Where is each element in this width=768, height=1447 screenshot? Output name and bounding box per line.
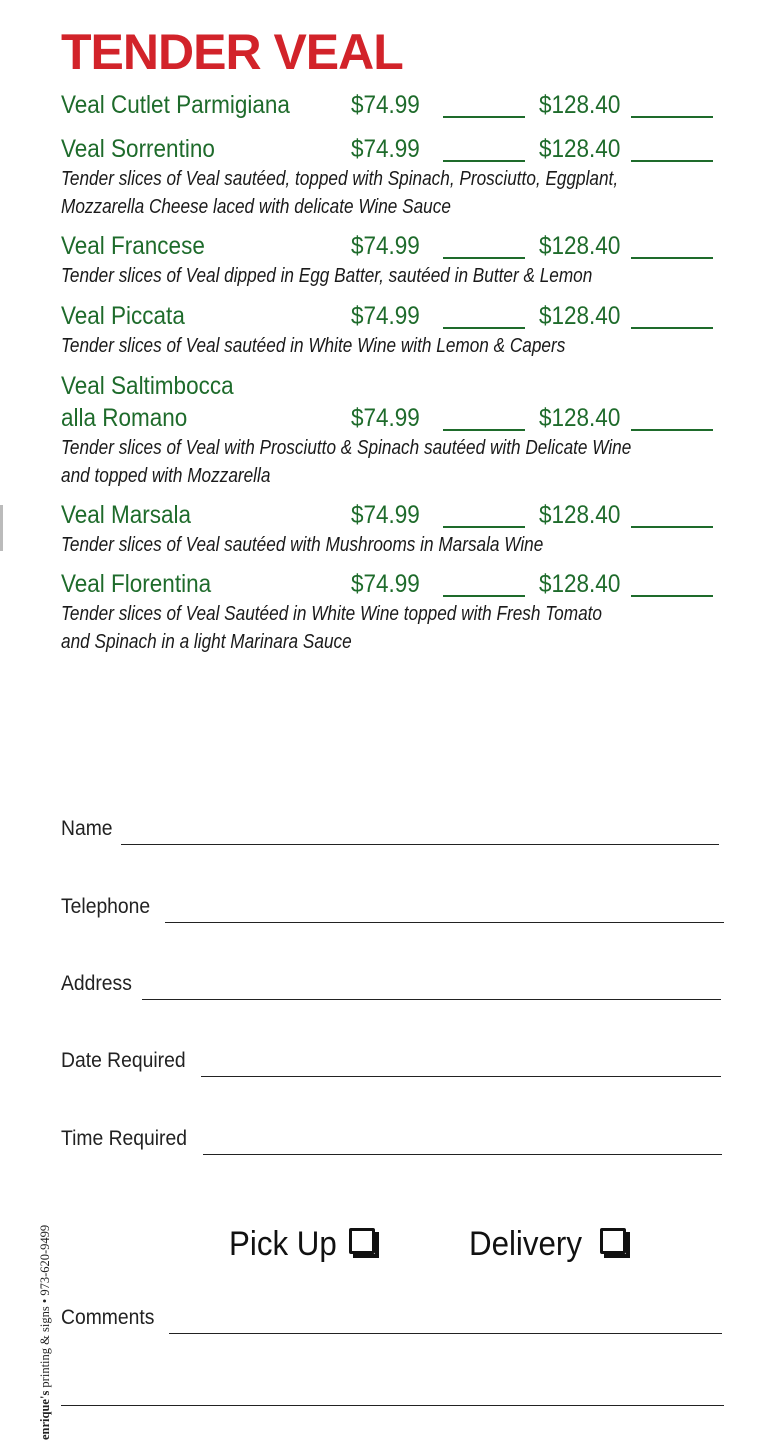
item-row <box>61 568 721 600</box>
item-name: Veal Piccata <box>61 302 185 330</box>
comments-extra-line[interactable] <box>61 1405 724 1406</box>
qty-half-tray-blank[interactable] <box>443 595 525 597</box>
item-row <box>61 230 721 262</box>
time-required-line[interactable] <box>203 1154 722 1155</box>
price-full-tray: $128.40 <box>539 302 621 330</box>
telephone-field[interactable] <box>61 893 724 923</box>
price-full-tray: $128.40 <box>539 404 621 432</box>
qty-half-tray-blank[interactable] <box>443 526 525 528</box>
qty-half-tray-blank[interactable] <box>443 429 525 431</box>
item-description-line: Tender slices of Veal with Prosciutto & Spinach sautéed with Delicate Wine <box>61 437 632 459</box>
vendor-details: printing & signs • 973-620-9499 <box>38 1224 52 1391</box>
price-full-tray: $128.40 <box>539 135 621 163</box>
menu-item <box>61 133 721 221</box>
item-row <box>61 402 721 434</box>
price-full-tray: $128.40 <box>539 501 621 529</box>
price-full-tray: $128.40 <box>539 570 621 598</box>
time-required-field[interactable] <box>61 1125 722 1155</box>
telephone-line[interactable] <box>165 922 724 923</box>
pickup-label: Pick Up <box>229 1225 337 1263</box>
qty-full-tray-blank[interactable] <box>631 160 713 162</box>
qty-full-tray-blank[interactable] <box>631 327 713 329</box>
comments-line[interactable] <box>169 1333 722 1334</box>
qty-full-tray-blank[interactable] <box>631 116 713 118</box>
comments-extra-line-field[interactable] <box>61 1376 724 1406</box>
menu-item <box>61 499 721 559</box>
price-half-tray: $74.99 <box>351 232 420 260</box>
vendor-brand: enrique's <box>38 1390 52 1440</box>
menu-item <box>61 300 721 360</box>
qty-half-tray-blank[interactable] <box>443 327 525 329</box>
comments-label: Comments <box>61 1306 155 1329</box>
date-required-line[interactable] <box>201 1076 721 1077</box>
qty-half-tray-blank[interactable] <box>443 257 525 259</box>
name-label: Name <box>61 817 113 840</box>
menu-item <box>61 89 721 121</box>
item-name: Veal Sorrentino <box>61 135 215 163</box>
edge-mark <box>0 505 3 551</box>
time-required-label: Time Required <box>61 1127 187 1150</box>
item-name: Veal Cutlet Parmigiana <box>61 91 290 119</box>
delivery-label: Delivery <box>469 1225 582 1263</box>
delivery-option[interactable] <box>469 1222 639 1266</box>
price-half-tray: $74.99 <box>351 135 420 163</box>
item-description-line: and Spinach in a light Marinara Sauce <box>61 631 352 653</box>
address-line[interactable] <box>142 999 721 1000</box>
item-row <box>61 89 721 121</box>
menu-item <box>61 230 721 290</box>
price-half-tray: $74.99 <box>351 404 420 432</box>
pickup-option[interactable] <box>229 1222 389 1266</box>
item-description-line: Tender slices of Veal sautéed with Mushrooms in Marsala Wine <box>61 534 544 556</box>
pickup-checkbox[interactable] <box>349 1228 375 1254</box>
address-field[interactable] <box>61 970 721 1000</box>
date-required-label: Date Required <box>61 1049 186 1072</box>
menu-item <box>61 568 721 656</box>
price-half-tray: $74.99 <box>351 91 420 119</box>
name-line[interactable] <box>121 844 719 845</box>
item-row <box>61 499 721 531</box>
price-full-tray: $128.40 <box>539 232 621 260</box>
item-description-line: and topped with Mozzarella <box>61 465 271 487</box>
qty-full-tray-blank[interactable] <box>631 257 713 259</box>
qty-full-tray-blank[interactable] <box>631 429 713 431</box>
item-name: Veal Marsala <box>61 501 192 529</box>
item-description-line: Tender slices of Veal Sautéed in White Wine topped with Fresh Tomato <box>61 603 602 625</box>
price-half-tray: $74.99 <box>351 302 420 330</box>
menu-item <box>61 370 721 490</box>
name-field[interactable] <box>61 815 719 845</box>
item-row <box>61 133 721 165</box>
price-full-tray: $128.40 <box>539 91 621 119</box>
item-description-line: Mozzarella Cheese laced with delicate Wine Sauce <box>61 196 451 218</box>
price-half-tray: $74.99 <box>351 570 420 598</box>
qty-half-tray-blank[interactable] <box>443 116 525 118</box>
item-name-line1: Veal Saltimbocca <box>61 372 234 400</box>
item-description-line: Tender slices of Veal sautéed in White Wine with Lemon & Capers <box>61 335 566 357</box>
item-description-line: Tender slices of Veal dipped in Egg Batter, sautéed in Butter & Lemon <box>61 265 593 287</box>
qty-full-tray-blank[interactable] <box>631 595 713 597</box>
address-label: Address <box>61 972 132 995</box>
page-title: TENDER VEAL <box>61 24 403 80</box>
item-name: alla Romano <box>61 404 188 432</box>
delivery-checkbox[interactable] <box>600 1228 626 1254</box>
item-name: Veal Florentina <box>61 570 212 598</box>
telephone-label: Telephone <box>61 895 151 918</box>
item-name: Veal Francese <box>61 232 205 260</box>
qty-half-tray-blank[interactable] <box>443 160 525 162</box>
vendor-credit <box>38 1225 53 1440</box>
item-description-line: Tender slices of Veal sautéed, topped with Spinach, Prosciutto, Eggplant, <box>61 168 619 190</box>
date-required-field[interactable] <box>61 1047 721 1077</box>
qty-full-tray-blank[interactable] <box>631 526 713 528</box>
price-half-tray: $74.99 <box>351 501 420 529</box>
item-row <box>61 300 721 332</box>
comments-field[interactable] <box>61 1304 722 1334</box>
